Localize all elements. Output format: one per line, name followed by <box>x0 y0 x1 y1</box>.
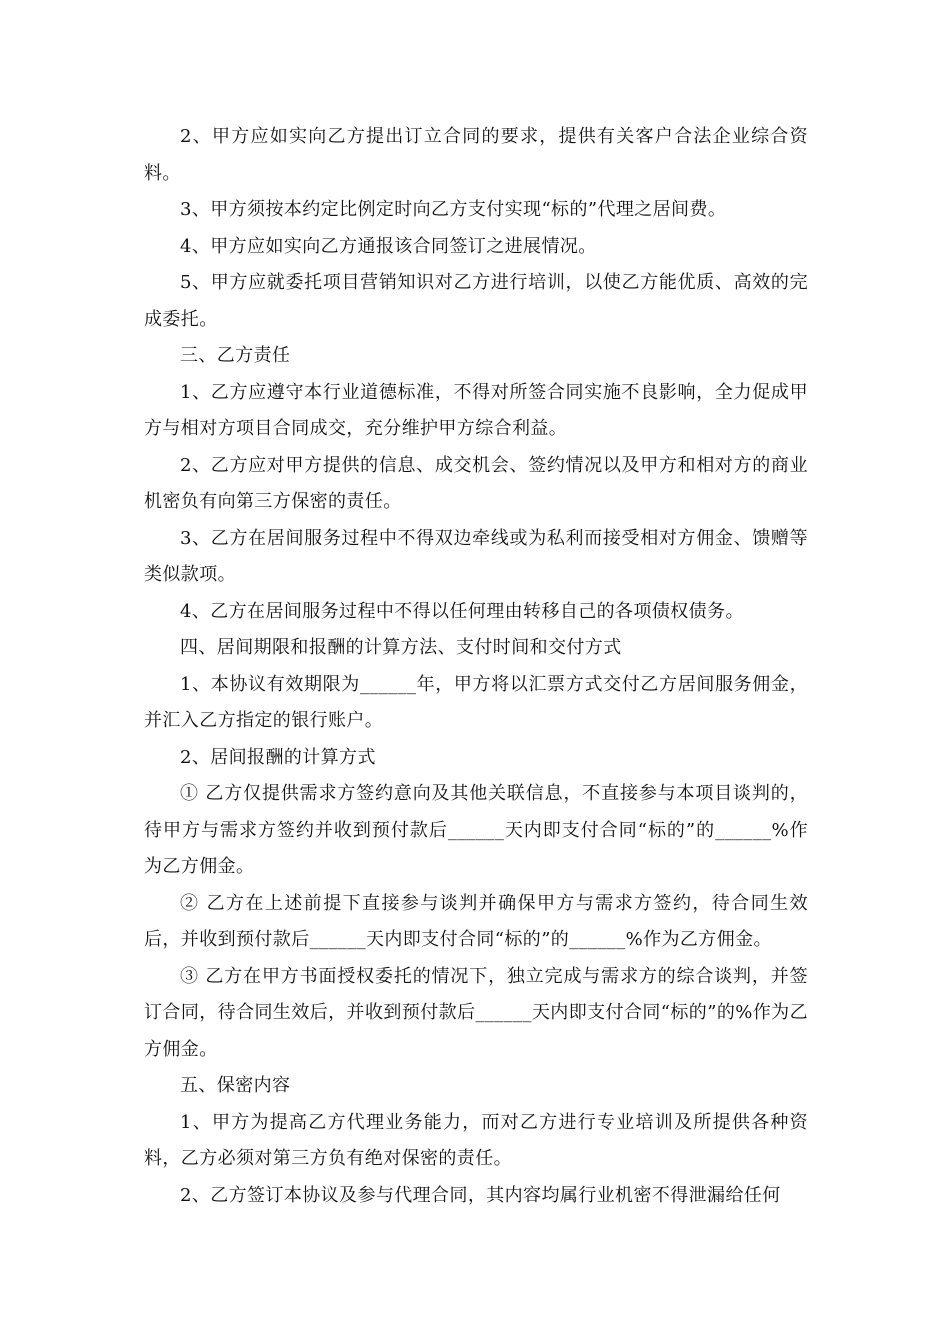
clause-paragraph: 2、乙方签订本协议及参与代理合同，其内容均属行业机密不得泄漏给任何 <box>180 1184 781 1206</box>
section-heading: 五、保密内容 <box>180 1075 291 1096</box>
clause-paragraph: 4、甲方应如实向乙方通报该合同签订之进展情况。 <box>180 235 597 257</box>
section-heading: 三、乙方责任 <box>180 345 291 366</box>
clause-paragraph: 1、本协议有效期限为______年，甲方将以汇票方式交付乙方居间服务佣金，并汇入乙方指定的银行账户。 <box>144 673 808 731</box>
clause-paragraph: ③ 乙方在甲方书面授权委托的情况下，独立完成与需求方的综合谈判，并签订合同，待合同生效后，并收到预付款后______天内即支付合同“标的”的%作为乙方佣金。 <box>144 965 808 1060</box>
clause-paragraph: 3、乙方在居间服务过程中不得双边牵线或为私利而接受相对方佣金、馈赠等类似款项。 <box>144 527 808 585</box>
clause-paragraph: 2、甲方应如实向乙方提出订立合同的要求，提供有关客户合法企业综合资料。 <box>144 126 808 184</box>
clause-paragraph: 4、乙方在居间服务过程中不得以任何理由转移自己的各项债权债务。 <box>180 600 744 622</box>
document-body <box>144 119 808 1214</box>
clause-paragraph: 1、乙方应遵守本行业道德标准，不得对所签合同实施不良影响，全力促成甲方与相对方项目合同成交，充分维护甲方综合利益。 <box>144 381 808 439</box>
clause-paragraph: ① 乙方仅提供需求方签约意向及其他关联信息，不直接参与本项目谈判的，待甲方与需求方签约并收到预付款后______天内即支付合同“标的”的______%作为乙方佣金。 <box>144 783 808 877</box>
clause-paragraph: 2、居间报酬的计算方式 <box>180 746 376 768</box>
clause-paragraph: 5、甲方应就委托项目营销知识对乙方进行培训，以使乙方能优质、高效的完成委托。 <box>144 272 808 330</box>
section-heading: 四、居间期限和报酬的计算方法、支付时间和交付方式 <box>180 637 622 658</box>
clause-paragraph: ② 乙方在上述前提下直接参与谈判并确保甲方与需求方签约，待合同生效后，并收到预付款后______天内即支付合同“标的”的______%作为乙方佣金。 <box>144 892 808 950</box>
clause-paragraph: 1、甲方为提高乙方代理业务能力，而对乙方进行专业培训及所提供各种资料，乙方必须对第三方负有绝对保密的责任。 <box>144 1111 808 1169</box>
clause-paragraph: 3、甲方须按本约定比例定时向乙方支付实现“标的”代理之居间费。 <box>180 199 727 220</box>
clause-paragraph: 2、乙方应对甲方提供的信息、成交机会、签约情况以及甲方和相对方的商业机密负有向第三方保密的责任。 <box>144 454 808 512</box>
